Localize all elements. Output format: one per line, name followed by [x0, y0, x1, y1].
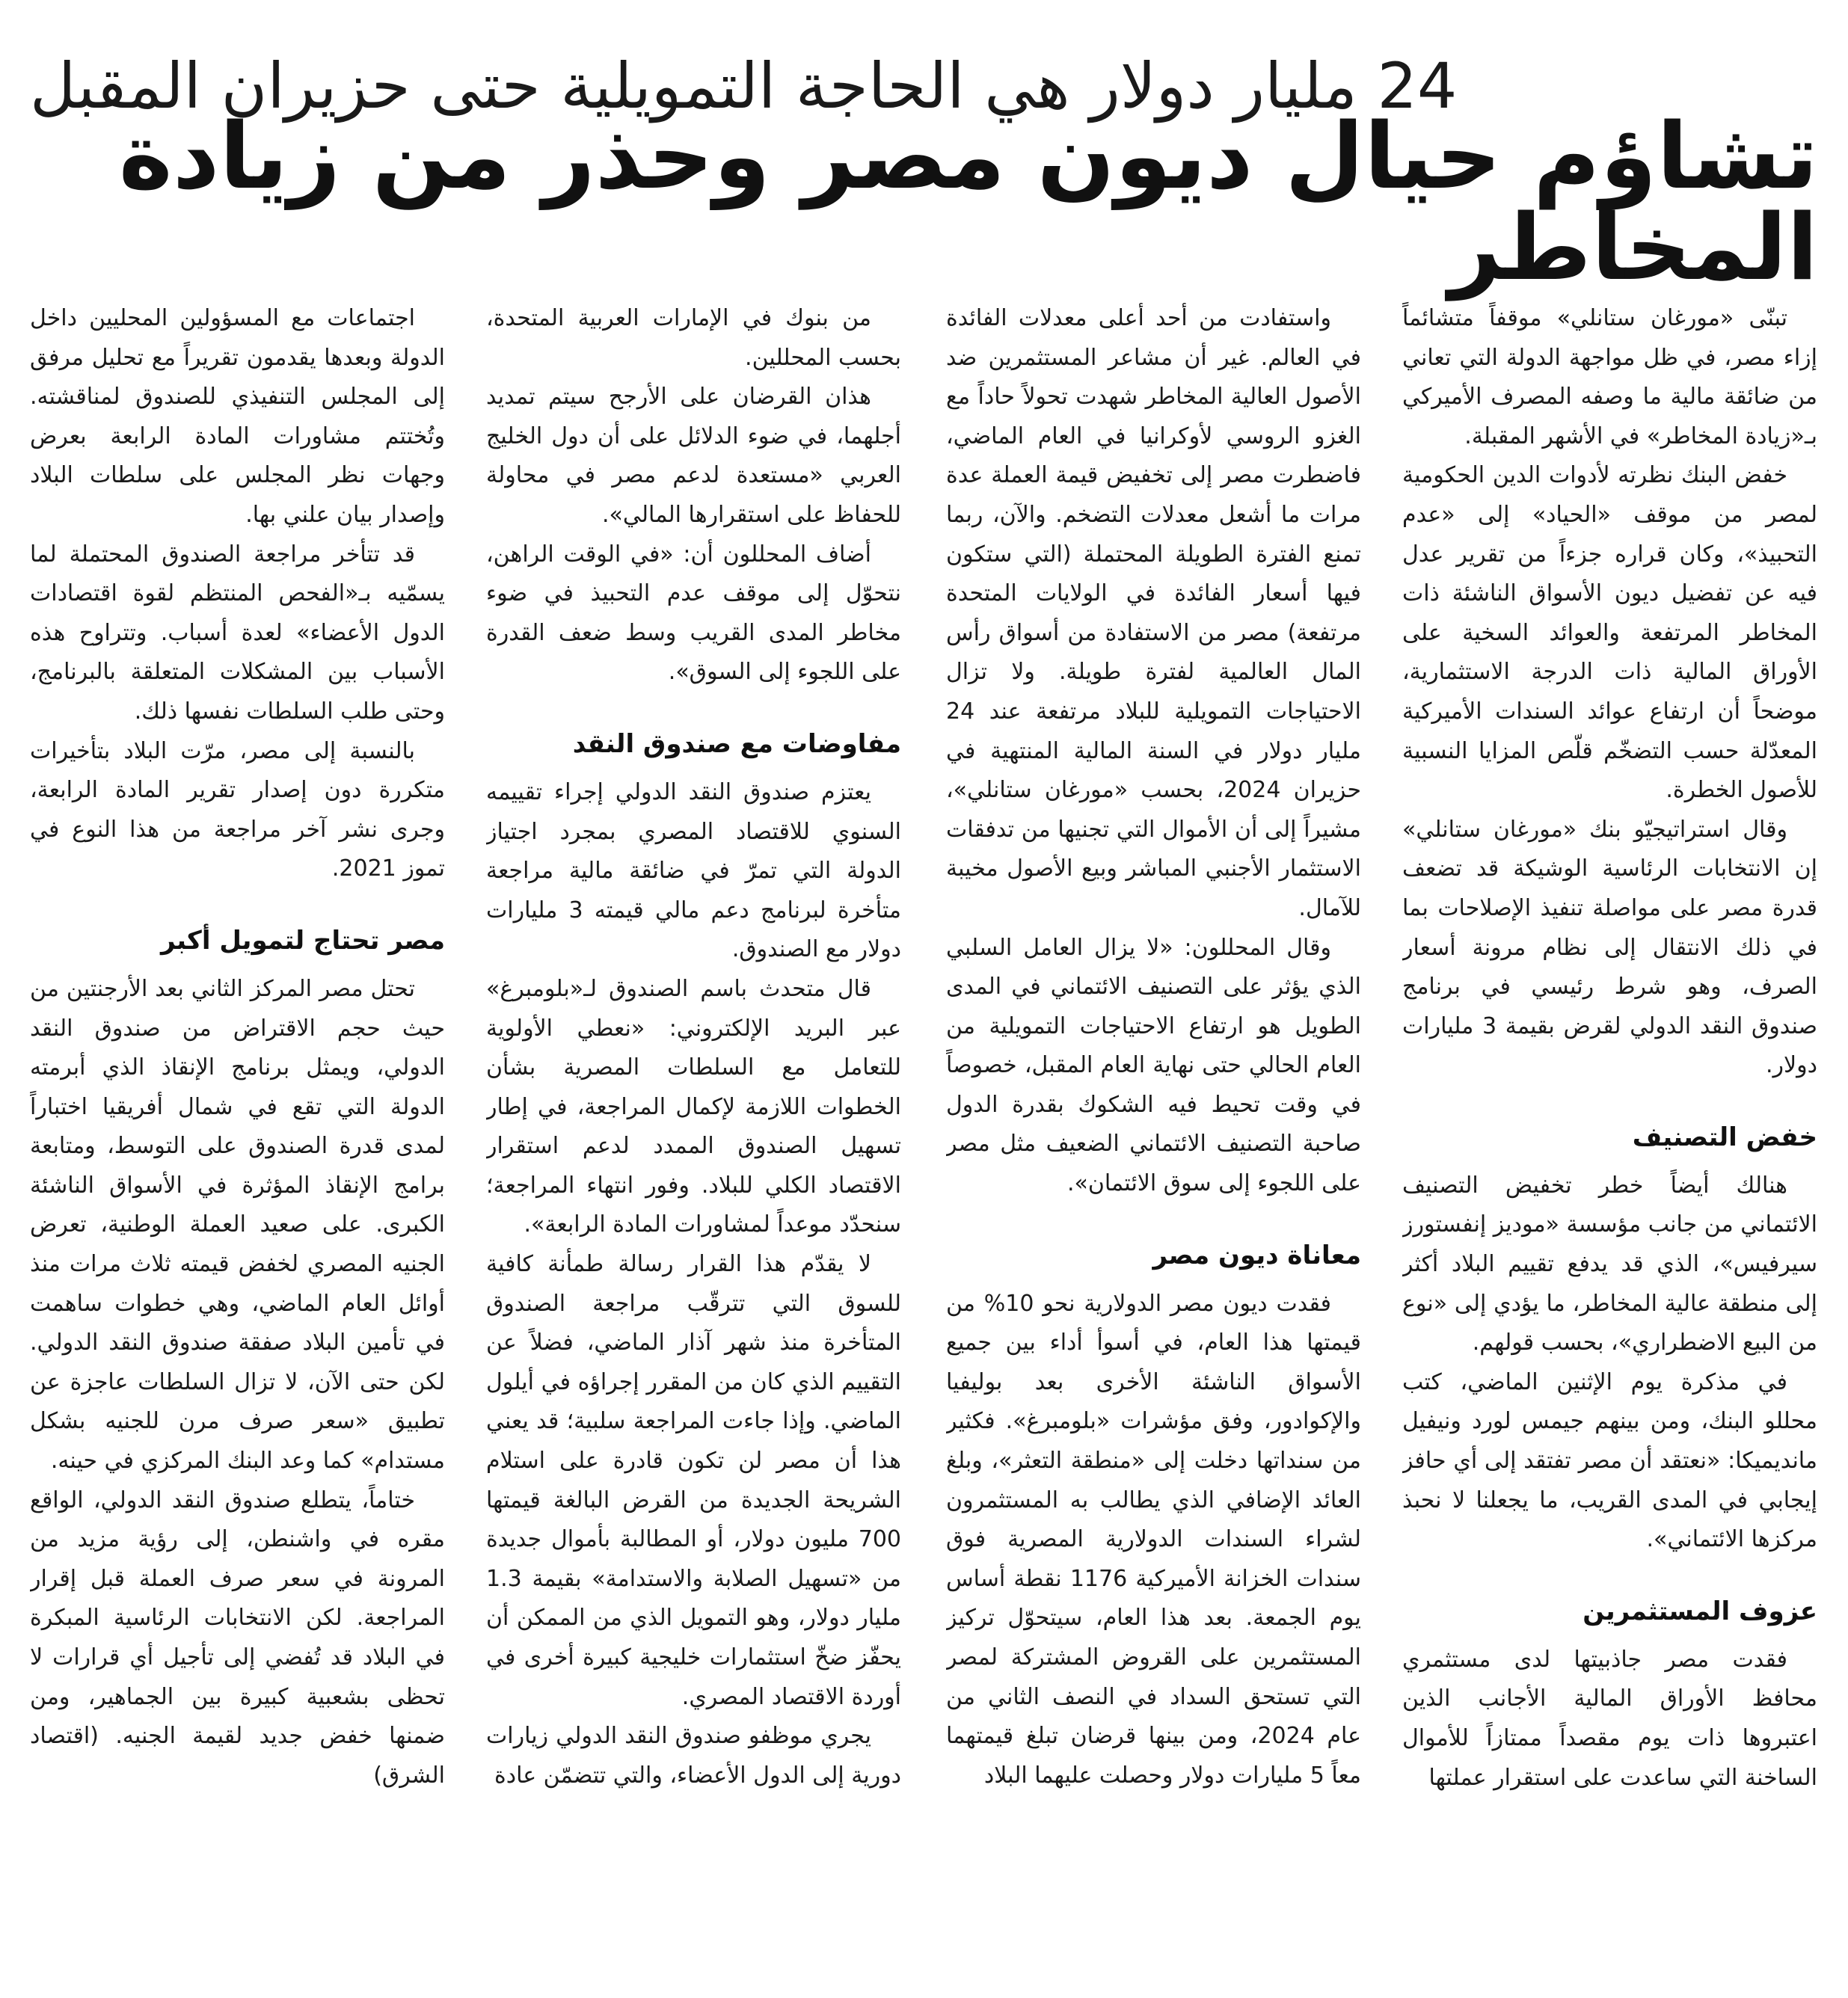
paragraph: بالنسبة إلى مصر، مرّت البلاد بتأخيرات متكررة دون إصدار تقرير المادة الرابعة، وجرى نشر آخر مراجعة من هذا النوع في تموز 2021. [30, 737, 445, 882]
paragraph: اجتماعات مع المسؤولين المحليين داخل الدولة وبعدها يقدمون تقريراً مع تحليل مرفق إلى المجلس التنفيذي للصندوق لمناقشته. وتُختتم مشاورات المادة الرابعة بعرض وجهات نظر المجلس على سلطات البلاد وإصدار بيان علني بها. [30, 305, 445, 528]
paragraph: هذان القرضان على الأرجح سيتم تمديد أجلهما، في ضوء الدلائل على أن دول الخليج العربي «مستعدة لدعم مصر في محاولة للحفاظ على استقرارها المالي». [486, 384, 901, 528]
paragraph: لا يقدّم هذا القرار رسالة طمأنة كافية للسوق التي تترقّب مراجعة الصندوق المتأخرة منذ شهر آذار الماضي، فضلاً عن التقييم الذي كان من المقرر إجراؤه في أيلول الماضي. وإذا جاءت المراجعة سلبية؛ قد يعني هذا أن مصر لن تكون قادرة على استلام الشريحة الجديدة من القرض البالغة قيمتها 700 مليون دولار، أو المطالبة بأموال جديدة من «تسهيل الصلابة والاستدامة» بقيمة 1.3 مليار دولار، وهو التمويل الذي من الممكن أن يحفّز ضخّ استثمارات خليجية كبيرة أخرى في أوردة الاقتصاد المصري. [486, 1251, 901, 1710]
section-heading: خفض التصنيف [1632, 1122, 1817, 1152]
paragraph: هنالك أيضاً خطر تخفيض التصنيف الائتماني من جانب مؤسسة «موديز إنفستورز سيرفيس»، الذي قد يدفع تقييم البلاد أكثر إلى منطقة عالية المخاطر، ما يؤدي إلى «نوع من البيع الاضطراري»، بحسب قولهم. [1402, 1172, 1817, 1356]
paragraph: يعتزم صندوق النقد الدولي إجراء تقييمه السنوي للاقتصاد المصري بمجرد اجتياز الدولة التي تمرّ في ضائقة مالية مراجعة متأخرة لبرنامج دعم مالي قيمته 3 مليارات دولار مع الصندوق. [486, 778, 901, 963]
article-column-2 [946, 299, 1361, 1982]
paragraph: فقدت ديون مصر الدولارية نحو 10% من قيمتها هذا العام، في أسوأ أداء بين جميع الأسواق الناشئة الأخرى بعد بوليفيا والإكوادور، وفق مؤشرات «بلومبرغ». فكثير من سنداتها دخلت إلى «منطقة التعثر»، وبلغ العائد الإضافي الذي يطالب به المستثمرون لشراء السندات الدولارية المصرية فوق سندات الخزانة الأميركية 1176 نقطة أساس يوم الجمعة. بعد هذا العام، سيتحوّل تركيز المستثمرين على القروض المشتركة لمصر التي تستحق السداد في النصف الثاني من عام 2024، ومن بينها قرضان تبلغ قيمتهما معاً 5 مليارات دولار وحصلت عليهما البلاد [946, 1290, 1361, 1789]
paragraph: خفض البنك نظرته لأدوات الدين الحكومية لمصر من موقف «الحياد» إلى «عدم التحبيذ»، وكان قراره جزءاً من تقرير عدل فيه عن تفضيل ديون الأسواق الناشئة ذات المخاطر المرتفعة والعوائد السخية على الأوراق المالية ذات الدرجة الاستثمارية، موضحاً أن ارتفاع عوائد السندات الأميركية المعدّلة حسب التضخّم قلّص المزايا النسبية للأصول الخطرة. [1402, 462, 1817, 804]
paragraph: فقدت مصر جاذبيتها لدى مستثمري محافظ الأوراق المالية الأجانب الذين اعتبروها ذات يوم مقصداً ممتازاً للأموال الساخنة التي ساعدت على استقرار عملتها [1402, 1646, 1817, 1791]
paragraph: قد تتأخر مراجعة الصندوق المحتملة لما يسمّيه بـ«الفحص المنتظم لقوة اقتصادات الدول الأعضاء» لعدة أسباب. وتتراوح هذه الأسباب بين المشكلات المتعلقة بالبرنامج، وحتى طلب السلطات نفسها ذلك. [30, 541, 445, 725]
paragraph: تحتل مصر المركز الثاني بعد الأرجنتين من حيث حجم الاقتراض من صندوق النقد الدولي، ويمثل برنامج الإنقاذ الذي أبرمته الدولة التي تقع في شمال أفريقيا اختباراً لمدى قدرة الصندوق على التوسط، ومتابعة برامج الإنقاذ المؤثرة في الأسواق الناشئة الكبرى. على صعيد العملة الوطنية، تعرض الجنيه المصري لخفض قيمته ثلاث مرات منذ أوائل العام الماضي، وهي خطوات ساهمت في تأمين البلاد صفقة صندوق النقد الدولي. لكن حتى الآن، لا تزال السلطات عاجزة عن تطبيق «سعر صرف مرن للجنيه بشكل مستدام» كما وعد البنك المركزي في حينه. [30, 975, 445, 1475]
paragraph: وقال استراتيجيّو بنك «مورغان ستانلي» إن الانتخابات الرئاسية الوشيكة قد تضعف قدرة مصر على مواصلة تنفيذ الإصلاحات بما في ذلك الانتقال إلى نظام مرونة أسعار الصرف، وهو شرط رئيسي في برنامج صندوق النقد الدولي لقرض بقيمة 3 مليارات دولار. [1402, 816, 1817, 1079]
paragraph: قال متحدث باسم الصندوق لـ«بلومبرغ» عبر البريد الإلكتروني: «نعطي الأولوية للتعامل مع السلطات المصرية بشأن الخطوات اللازمة لإكمال المراجعة، في إطار تسهيل الصندوق الممدد لدعم استقرار الاقتصاد الكلي للبلاد. وفور انتهاء المراجعة؛ سنحدّد موعداً لمشاورات المادة الرابعة». [486, 975, 901, 1238]
section-heading: معاناة ديون مصر [1152, 1240, 1361, 1270]
paragraph: واستفادت من أحد أعلى معدلات الفائدة في العالم. غير أن مشاعر المستثمرين ضد الأصول العالية المخاطر شهدت تحولاً حاداً مع الغزو الروسي لأوكرانيا في العام الماضي، فاضطرت مصر إلى تخفيض قيمة العملة عدة مرات ما أشعل معدلات التضخم. والآن، ربما تمنع الفترة الطويلة المحتملة (التي ستكون فيها أسعار الفائدة في الولايات المتحدة مرتفعة) مصر من الاستفادة من أسواق رأس المال العالمية لفترة طويلة. ولا تزال الاحتياجات التمويلية للبلاد مرتفعة عند 24 مليار دولار في السنة المالية المنتهية في حزيران 2024، بحسب «مورغان ستانلي»، مشيراً إلى أن الأموال التي تجنيها من تدفقات الاستثمار الأجنبي المباشر وبيع الأصول مخيبة للآمال. [946, 305, 1361, 921]
article-column-3 [486, 299, 901, 1982]
section-heading: مفاوضات مع صندوق النقد [572, 728, 901, 759]
article-kicker: 24 مليار دولار هي الحاجة التمويلية حتى حزيران المقبل [30, 49, 1458, 123]
paragraph: أضاف المحللون أن: «في الوقت الراهن، نتحوّل إلى موقف عدم التحبيذ في ضوء مخاطر المدى القريب وسط ضعف القدرة على اللجوء إلى السوق». [486, 541, 901, 686]
section-heading: عزوف المستثمرين [1583, 1596, 1817, 1626]
paragraph: ختاماً، يتطلع صندوق النقد الدولي، الواقع مقره في واشنطن، إلى رؤية مزيد من المرونة في سعر صرف العملة قبل إقرار المراجعة. لكن الانتخابات الرئاسية المبكرة في البلاد قد تُفضي إلى تأجيل أي قرارات لا تحظى بشعبية كبيرة بين الجماهير، ومن ضمنها خفض جديد لقيمة الجنيه. (اقتصاد الشرق) [30, 1487, 445, 1789]
article-headline: تشاؤم حيال ديون مصر وحذر من زيادة المخاطر [118, 103, 1818, 301]
paragraph: يجري موظفو صندوق النقد الدولي زيارات دورية إلى الدول الأعضاء، والتي تتضمّن عادة [486, 1723, 901, 1789]
article-column-4 [30, 299, 445, 1982]
section-heading: مصر تحتاج لتمويل أكبر [161, 925, 445, 956]
paragraph: من بنوك في الإمارات العربية المتحدة، بحسب المحللين. [486, 305, 901, 371]
paragraph: تبنّى «مورغان ستانلي» موقفاً متشائماً إزاء مصر، في ظل مواجهة الدولة التي تعاني من ضائقة مالية ما وصفه المصرف الأميركي بـ«زيادة المخاطر» في الأشهر المقبلة. [1402, 305, 1817, 449]
paragraph: وقال المحللون: «لا يزال العامل السلبي الذي يؤثر على التصنيف الائتماني في المدى الطويل هو ارتفاع الاحتياجات التمويلية من العام الحالي حتى نهاية العام المقبل، خصوصاً في وقت تحيط فيه الشكوك بقدرة الدول صاحبة التصنيف الائتماني الضعيف مثل مصر على اللجوء إلى سوق الائتمان». [946, 934, 1361, 1197]
article-column-1 [1402, 299, 1817, 1982]
paragraph: في مذكرة يوم الإثنين الماضي، كتب محللو البنك، ومن بينهم جيمس لورد ونيفيل مانديميكا: «نعتقد أن مصر تفتقد إلى أي حافز إيجابي في المدى القريب، ما يجعلنا لا نحبذ مركزها الائتماني». [1402, 1368, 1817, 1553]
